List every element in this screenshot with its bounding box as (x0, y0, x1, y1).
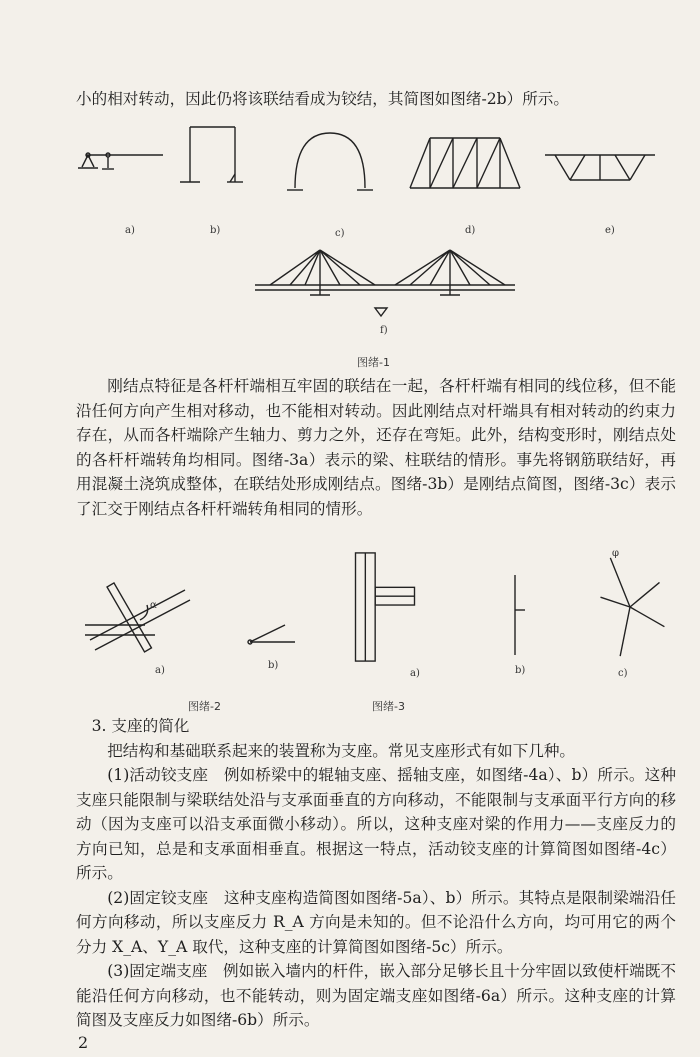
rigid-joint-text: 刚结点特征是各杆杆端相互牢固的联结在一起，各杆杆端有相同的线位移，但不能沿任何方向产生相对移动，也不能相对转动。因此刚结点对杆端具有相对转动的约束力存在，从而各杆端除产生轴力、剪力之外，还存在弯矩。此外，结构变形时，刚结点处的各杆杆端转角均相同。图绪-3a）表示的梁、柱联结的情形。事先将钢筋联结好，再用混凝土浇筑成整体，在联结处形成刚结点。图绪-3b）是刚结点简图，图绪-3c）表示了汇交于刚结点各杆杆端转角相同的情形。 (76, 377, 676, 518)
figure-1f-cable-stayed-bridge-diagram (250, 240, 520, 320)
figure-1c-label: c) (335, 228, 345, 239)
figure-1d-truss-diagram (400, 128, 530, 198)
figure-3c-label: c) (618, 668, 628, 679)
figure-1b-label: b) (210, 225, 221, 236)
figure-1b-frame-diagram (175, 122, 245, 202)
figure-1a-label: a) (125, 225, 135, 236)
figure-3-phi-symbol: φ (612, 548, 620, 559)
figure-1-caption: 图绪-1 (357, 356, 390, 369)
figure-2b-hinge-symbol (245, 620, 305, 650)
figure-3b-rigid-joint-symbol (500, 570, 530, 660)
figure-3a-label: a) (410, 668, 420, 679)
figure-1e-label: e) (605, 225, 615, 236)
top-text-line: 小的相对转动，因此仍将该联结看成为铰结，其简图如图绪-2b）所示。 (76, 90, 569, 108)
fixed-support-paragraph: (3)固定端支座 例如嵌入墙内的杆件，嵌入部分足够长且十分牢固以致使杆端既不能沿任何方向移动，也不能转动，则为固定端支座如图绪-6a）所示。这种支座的计算简图及支座反力如图绪-6b）所示。 (76, 962, 676, 1029)
figure-1e-truss-beam-diagram (540, 140, 660, 190)
figure-1f-label: f) (380, 325, 388, 336)
figure-3c-rotation-diagram (590, 548, 670, 666)
figure-2b-label: b) (268, 660, 279, 671)
figure-3-caption: 图绪-3 (372, 700, 405, 713)
page-number: 2 (78, 1033, 89, 1052)
rigid-joint-paragraph (76, 374, 676, 521)
roller-support-paragraph: (1)活动铰支座 例如桥梁中的辊轴支座、摇轴支座，如图绪-4a）、b）所示。这种支座只能限制与梁联结处沿与支承面垂直的方向移动，不能限制与支承面平行方向的移动（因为支座可以沿支承面微小移动）。所以，这种支座对梁的作用力——支座反力的方向已知，总是和支承面相垂直。根据这一特点，活动铰支座的计算简图如图绪-4c）所示。 (76, 766, 676, 882)
figure-3b-label: b) (515, 665, 526, 676)
section-intro: 把结构和基础联系起来的装置称为支座。常见支座形式有如下几种。 (107, 741, 576, 760)
figure-1c-arch-diagram (285, 128, 375, 203)
supports-section (76, 714, 676, 1033)
figure-3a-beam-column-joint (350, 548, 420, 666)
pinned-support-paragraph: (2)固定铰支座 这种支座构造简图如图绪-5a）、b）所示。其特点是限制梁端沿任何方向移动，所以支座反力 R_A 方向是未知的。但不论沿什么方向，均可用它的两个分力 X_A、Y_A 取代，这种支座的计算简图如图绪-5c）所示。 (76, 888, 676, 956)
figure-2a-label: a) (155, 665, 165, 676)
figure-1a-beam-diagram (78, 135, 168, 195)
figure-2a-hinge-joint-diagram (85, 570, 195, 660)
section-heading: 3. 支座的简化 (91, 717, 190, 735)
figure-2-caption: 图绪-2 (188, 700, 221, 713)
figure-2-alpha-symbol: α (150, 600, 157, 611)
figure-1d-label: d) (465, 225, 476, 236)
